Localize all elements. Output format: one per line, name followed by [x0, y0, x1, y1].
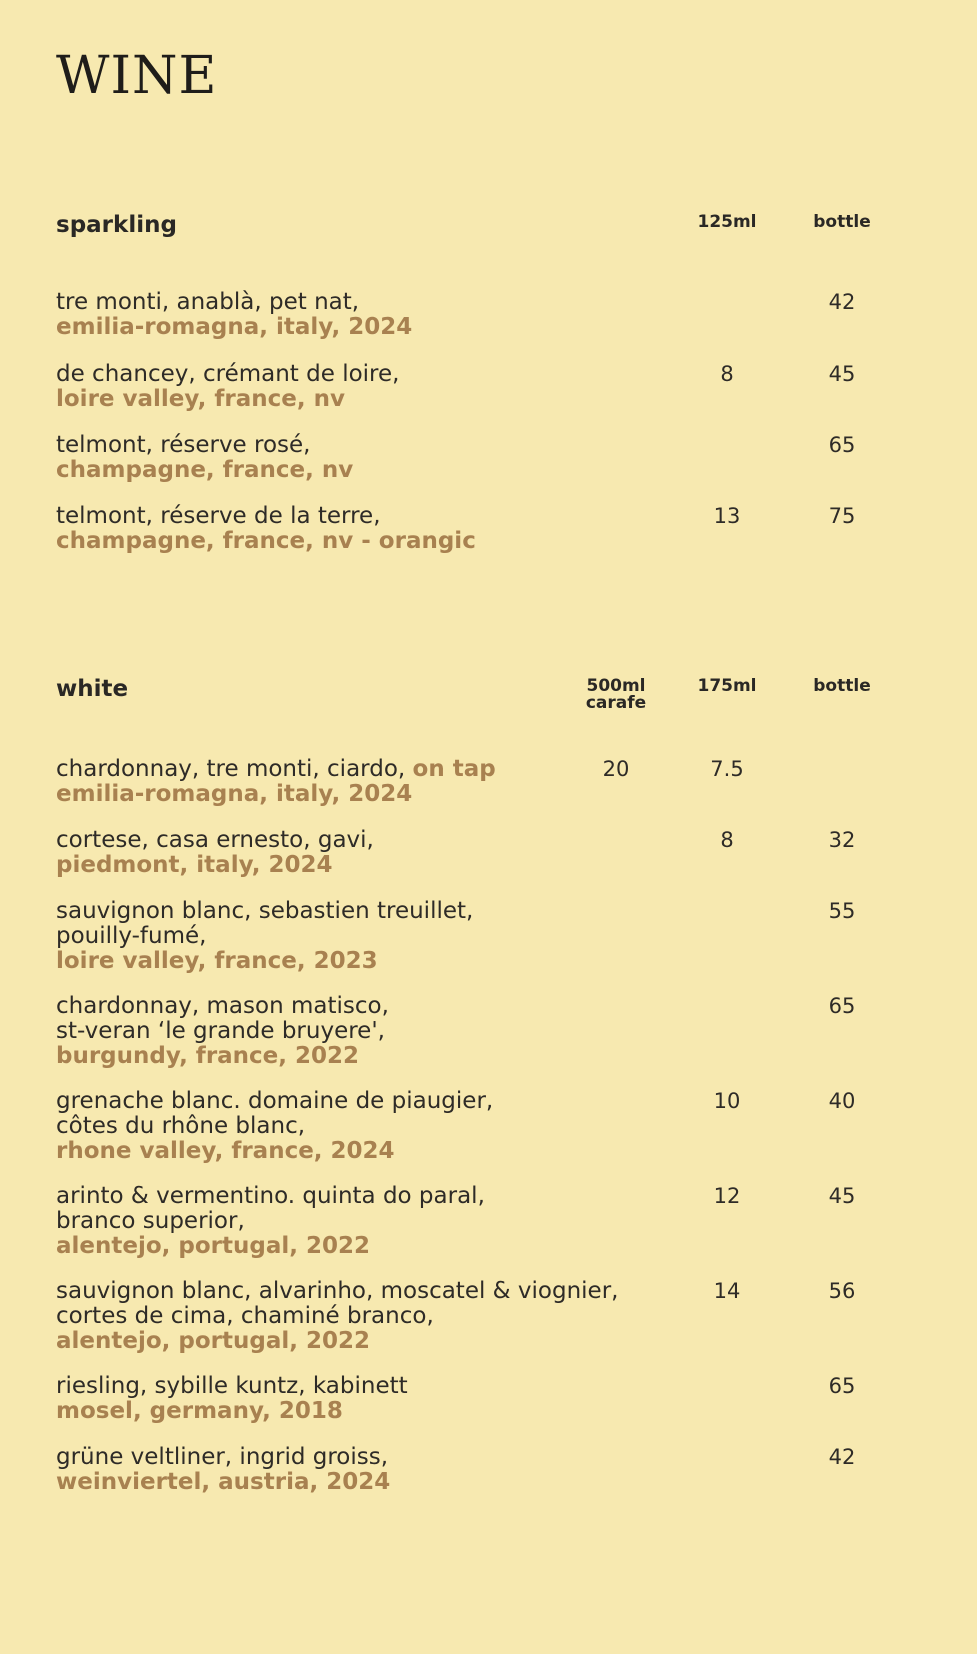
wine-origin: loire valley, france, 2023 [56, 948, 378, 974]
wine-name: telmont, réserve de la terre, [56, 503, 381, 529]
list-item [56, 433, 977, 483]
white-header [56, 676, 977, 716]
list-item [56, 1184, 977, 1259]
wine-origin: loire valley, france, nv [56, 386, 345, 412]
wine-name: riesling, sybille kuntz, kabinett [56, 1373, 408, 1399]
price-glass: 8 [720, 362, 734, 386]
wine-name [56, 757, 977, 782]
sparkling-header [56, 212, 977, 252]
wine-name-line2: st-veran ‘le grande bruyere', [56, 1018, 385, 1044]
price-bottle: 55 [828, 899, 856, 923]
col-carafe-label: carafe [585, 693, 647, 713]
price-bottle: 40 [828, 1089, 856, 1113]
wine-name: grüne veltliner, ingrid groiss, [56, 1444, 389, 1470]
wine-origin: mosel, germany, 2018 [56, 1398, 343, 1424]
wine-name-line2: côtes du rhône blanc, [56, 1113, 306, 1139]
list-item [56, 1374, 977, 1424]
price-bottle: 65 [828, 433, 856, 457]
list-item [56, 504, 977, 554]
list-item [56, 1445, 977, 1495]
wine-name-line2: branco superior, [56, 1208, 245, 1234]
wine-name-line2: cortes de cima, chaminé branco, [56, 1303, 434, 1329]
wine-origin: piedmont, italy, 2024 [56, 852, 333, 878]
price-bottle: 56 [828, 1279, 856, 1303]
list-item [56, 1089, 977, 1164]
price-glass: 14 [713, 1279, 741, 1303]
list-item [56, 757, 977, 807]
price-glass: 8 [720, 828, 734, 852]
col-bottle: bottle [813, 676, 871, 696]
price-carafe: 20 [602, 757, 630, 781]
price-bottle: 32 [828, 828, 856, 852]
col-carafe [561, 678, 671, 712]
wine-origin: champagne, france, nv - orangic [56, 528, 476, 554]
wine-origin: emilia-romagna, italy, 2024 [56, 314, 413, 340]
price-glass: 13 [713, 504, 741, 528]
wine-name: cortese, casa ernesto, gavi, [56, 827, 374, 853]
list-item [56, 994, 977, 1069]
wine-name: telmont, réserve rosé, [56, 432, 311, 458]
wine-origin: weinviertel, austria, 2024 [56, 1469, 391, 1495]
price-glass: 7.5 [710, 757, 744, 781]
price-bottle: 75 [828, 504, 856, 528]
wine-name: sauvignon blanc, sebastien treuillet, [56, 898, 474, 924]
wine-name-line2: pouilly-fumé, [56, 923, 207, 949]
price-glass: 10 [713, 1089, 741, 1113]
wine-origin: alentejo, portugal, 2022 [56, 1328, 371, 1354]
list-item [56, 290, 977, 340]
section-title-white: white [56, 676, 129, 702]
price-bottle: 65 [828, 994, 856, 1018]
price-bottle: 65 [828, 1374, 856, 1398]
wine-name: tre monti, anablà, pet nat, [56, 289, 360, 315]
col-carafe-size: 500ml [586, 676, 646, 696]
price-bottle: 45 [828, 362, 856, 386]
col-125ml: 125ml [697, 212, 757, 232]
wine-origin: emilia-romagna, italy, 2024 [56, 781, 413, 807]
price-bottle: 42 [828, 290, 856, 314]
price-glass: 12 [713, 1184, 741, 1208]
section-title-sparkling: sparkling [56, 212, 177, 238]
price-bottle: 42 [828, 1445, 856, 1469]
wine-name: grenache blanc. domaine de piaugier, [56, 1088, 494, 1114]
on-tap-label: on tap [412, 756, 496, 782]
wine-name: chardonnay, mason matisco, [56, 993, 389, 1019]
page-title: WINE [56, 46, 218, 106]
price-bottle: 45 [828, 1184, 856, 1208]
list-item [56, 828, 977, 878]
wine-name-text: chardonnay, tre monti, ciardo, [56, 756, 406, 782]
col-175ml: 175ml [697, 676, 757, 696]
wine-name: sauvignon blanc, alvarinho, moscatel & viognier, [56, 1278, 619, 1304]
wine-origin: rhone valley, france, 2024 [56, 1138, 395, 1164]
list-item [56, 362, 977, 412]
wine-name: de chancey, crémant de loire, [56, 361, 400, 387]
list-item [56, 1279, 977, 1354]
wine-origin: burgundy, france, 2022 [56, 1043, 360, 1069]
wine-origin: alentejo, portugal, 2022 [56, 1233, 371, 1259]
col-bottle: bottle [813, 212, 871, 232]
wine-origin: champagne, france, nv [56, 457, 354, 483]
list-item [56, 899, 977, 974]
wine-name: arinto & vermentino. quinta do paral, [56, 1183, 485, 1209]
